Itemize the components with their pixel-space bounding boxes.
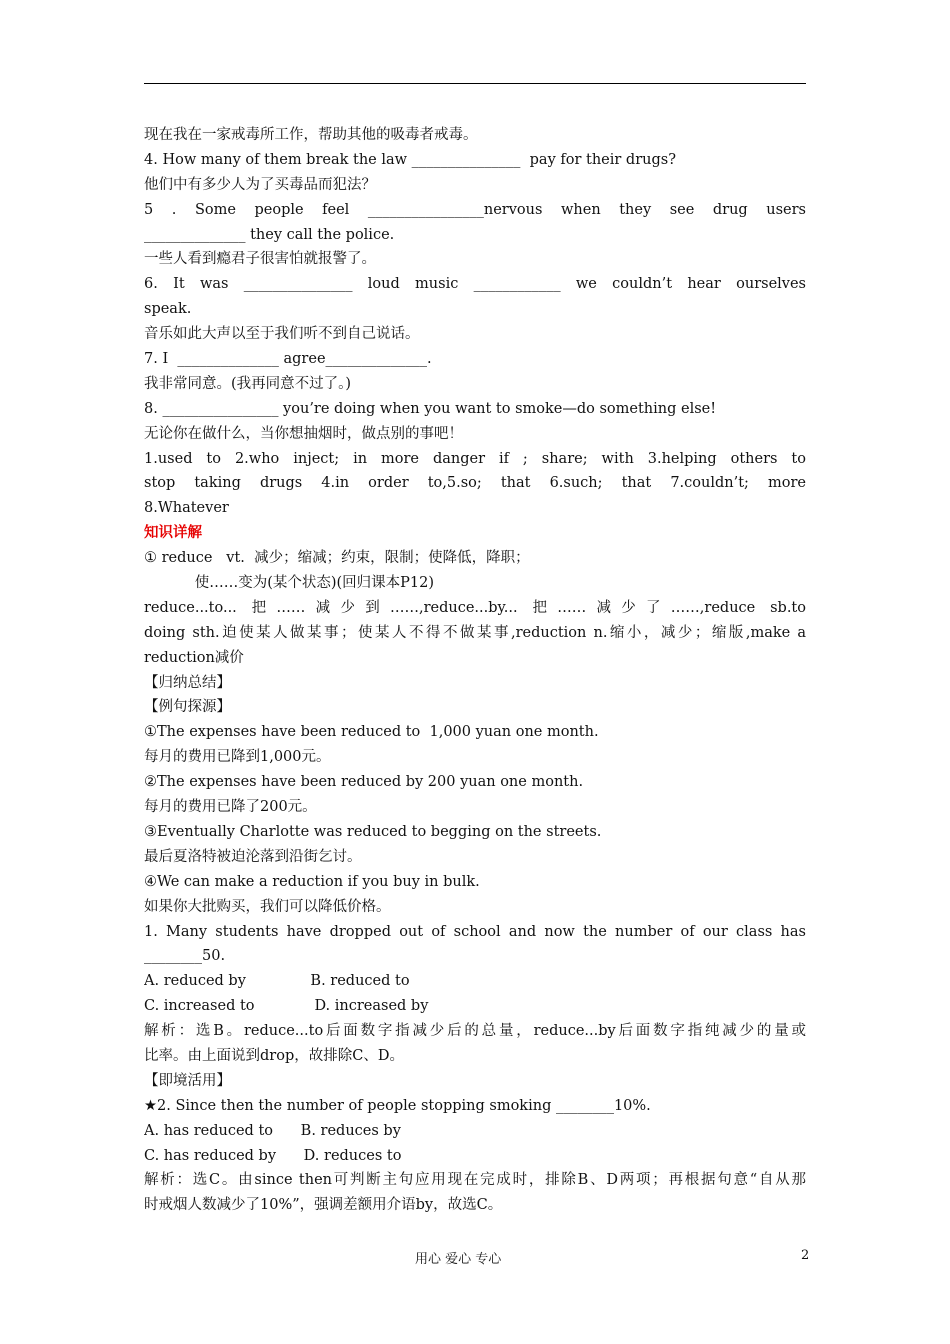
text-line: 最后夏洛特被迫沦落到沿街乞讨。 bbox=[144, 848, 362, 865]
text-line: 6. It was _______________ loud music ____________ we couldn’t hear ourselves bbox=[144, 276, 806, 293]
header-rule bbox=[144, 83, 806, 84]
document-body bbox=[144, 123, 806, 1218]
text-line: 一些人看到瘾君子很害怕就报警了。 bbox=[144, 251, 376, 268]
text-line: 音乐如此大声以至于我们听不到自己说话。 bbox=[144, 326, 420, 343]
text-line: ②The expenses have been reduced by 200 yuan one month. bbox=[144, 774, 584, 791]
text-line: 1.used to 2.who inject; in more danger if ; share; with 3.helping others to bbox=[144, 450, 806, 467]
text-line: ______________ they call the police. bbox=[144, 226, 395, 243]
text-line: ________50. bbox=[144, 948, 226, 965]
text-line: 【归纳总结】 bbox=[144, 674, 231, 691]
text-line: reduction减价 bbox=[144, 649, 244, 666]
text-line: speak. bbox=[144, 301, 192, 318]
text-line: ① reduce vt. 减少；缩减；约束，限制；使降低，降职； bbox=[144, 550, 530, 567]
text-line: 使……变为(某个状态)(回归课本P12) bbox=[144, 575, 435, 592]
text-line: C. has reduced by D. reduces to bbox=[144, 1147, 402, 1164]
text-line: A. reduced by B. reduced to bbox=[144, 973, 410, 990]
text-line: 7. I ______________ agree______________. bbox=[144, 351, 432, 368]
text-line: 解析：选C。由since then可判断主句应用现在完成时，排除B、D两项；再根据句意“自从那 bbox=[144, 1172, 806, 1189]
text-line: doing sth.迫使某人做某事；使某人不得不做某事,reduction n.缩小，减少；缩版,make a bbox=[144, 624, 806, 641]
text-line: 8. ________________ you’re doing when you want to smoke—do something else! bbox=[144, 400, 717, 417]
text-line: 我非常同意。(我再同意不过了。) bbox=[144, 375, 352, 392]
text-line: 时戒烟人数减少了10%”，强调差额用介语by，故选C。 bbox=[144, 1197, 503, 1214]
text-line: ③Eventually Charlotte was reduced to begging on the streets. bbox=[144, 823, 602, 840]
text-line: ④We can make a reduction if you buy in bulk. bbox=[144, 873, 480, 890]
text-line: 无论你在做什么，当你想抽烟时，做点别的事吧！ bbox=[144, 425, 463, 442]
text-line: A. has reduced to B. reduces by bbox=[144, 1122, 401, 1139]
text-line: ①The expenses have been reduced to 1,000 yuan one month. bbox=[144, 724, 599, 741]
page-number: 2 bbox=[801, 1248, 810, 1263]
text-line: 现在我在一家戒毒所工作，帮助其他的吸毒者戒毒。 bbox=[144, 127, 478, 143]
text-line: 如果你大批购买，我们可以降低价格。 bbox=[144, 898, 391, 915]
text-line: ★2. Since then the number of people stopping smoking ________10%. bbox=[144, 1097, 651, 1114]
text-line: reduce...to... 把……减少到……,reduce...by... 把……减少了……,reduce sb.to bbox=[144, 599, 806, 616]
text-line: 5 . Some people feel ________________nervous when they see drug users bbox=[144, 201, 806, 218]
text-line: 1. Many students have dropped out of school and now the number of our class has bbox=[144, 923, 806, 940]
section-heading: 知识详解 bbox=[144, 524, 202, 542]
text-line: stop taking drugs 4.in order to,5.so; that 6.such; that 7.couldn’t; more bbox=[144, 475, 806, 492]
text-line: 【例句探源】 bbox=[144, 699, 231, 716]
text-line: 他们中有多少人为了买毒品而犯法？ bbox=[144, 176, 376, 193]
text-line: 每月的费用已降了200元。 bbox=[144, 799, 317, 816]
text-line: 【即境活用】 bbox=[144, 1072, 231, 1089]
text-line: 4. How many of them break the law _______________ pay for their drugs? bbox=[144, 151, 676, 168]
footer-text: 用心 爱心 专心 bbox=[415, 1252, 502, 1267]
text-line: C. increased to D. increased by bbox=[144, 998, 429, 1015]
text-line: 每月的费用已降到1,000元。 bbox=[144, 749, 331, 766]
text-line: 比率。由上面说到drop，故排除C、D。 bbox=[144, 1047, 404, 1064]
text-line: 解析：选B。reduce...to后面数字指减少后的总量，reduce...by后面数字指纯减少的量或 bbox=[144, 1023, 806, 1040]
text-line: 8.Whatever bbox=[144, 500, 229, 517]
